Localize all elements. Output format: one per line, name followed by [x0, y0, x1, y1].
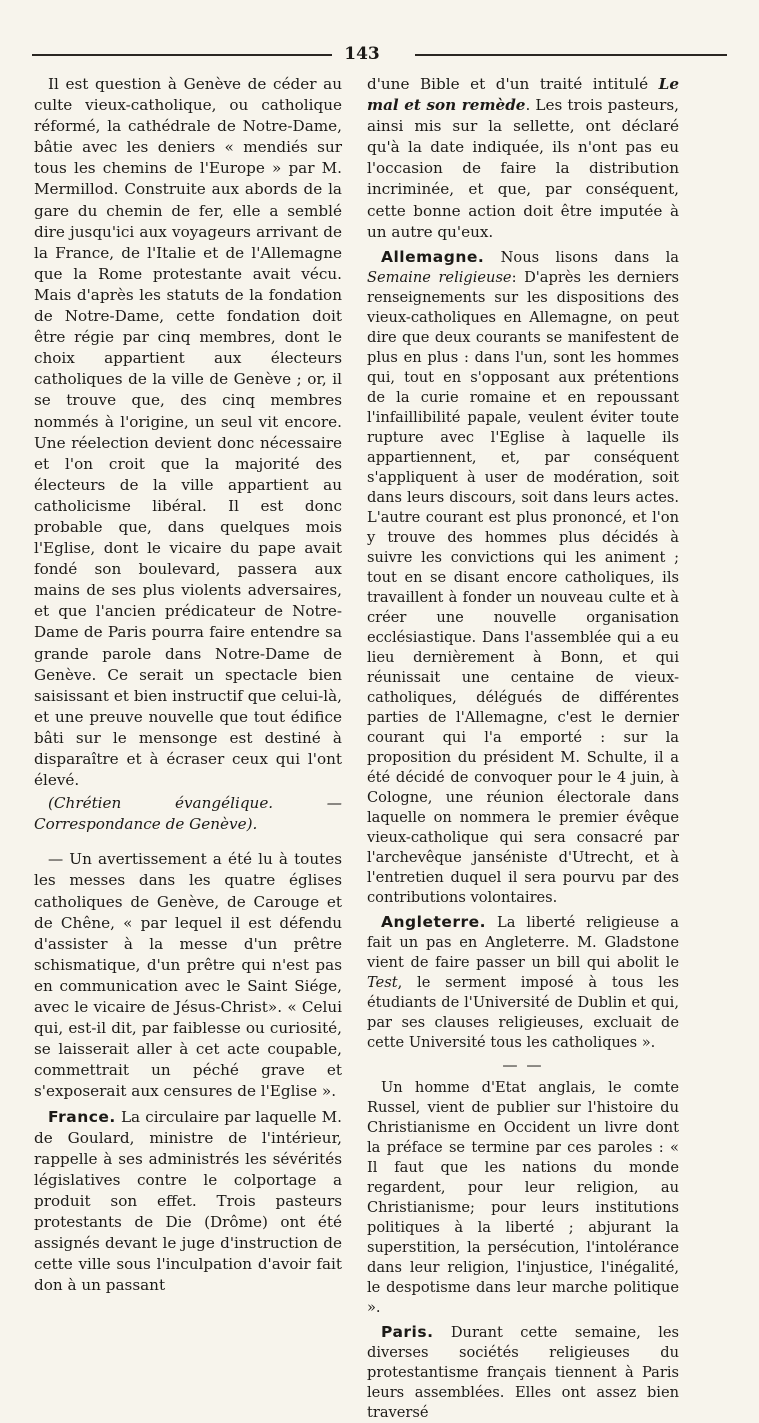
continuation-paragraph: [367, 74, 679, 243]
allemagne-heading: Allemagne.: [381, 247, 485, 266]
header-rule-left: [32, 54, 332, 56]
page-header: [32, 44, 727, 64]
continuation-text-b: . Les trois pasteurs, ainsi mis sur la sellette, ont déclaré qu'à la date indiquée, ils n'ont pas eu l'occasion de faire la distribution incriminée, et que, par conséquent, cette bonne action doit être imputée à un autre qu'eux.: [367, 96, 679, 241]
angleterre-text-b: , le serment imposé à tous les étudiants de l'Université de Dublin et qui, par ses clauses religieuses, excluait de cette Université tous les catholiques ».: [367, 973, 679, 1051]
journal-title: Semaine religieuse: [367, 268, 512, 286]
page-number: 143: [344, 44, 380, 64]
paris-paragraph: [367, 1322, 679, 1423]
source-citation: (Chrétien évangélique. — Correspondance de Genève).: [34, 794, 342, 834]
test-term: Test: [367, 973, 398, 991]
angleterre-paragraph: [367, 912, 679, 1053]
france-heading: France.: [48, 1107, 116, 1126]
allemagne-text-b: : D'après les derniers renseignements sur les dispositions des vieux-catholiques en Allemagne, on peut dire que deux courants se manifestent de plus en plus : dans l'un, sont les hommes qui, tout en s'opposant aux prétentions de la curie romaine et en repoussant l'infaillibilité papale, veulent éviter toute rupture avec l'Eglise à laquelle ils appartiennent, et, par conséquent s'appliquent à user de modération, soit dans leurs discours, soit dans leurs actes. L'autre courant est plus prononcé, et l'on y trouve des hommes plus décidés à suivre les convictions qui les animent ; tout en se disant encore catholiques, ils travaillent à fonder un nouveau culte et à créer une nouvelle organisation ecclésiastique. Dans l'assemblée qui a eu lieu dernièrement à Bonn, et qui réunissait une centaine de vieux-catholiques, délégués de différentes parties de l'Allemagne, c'est le dernier courant qui l'a emporté : sur la proposition du président M. Schulte, il a été décidé de convoquer pour le 4 juin, à Cologne, une réunion électorale dans laquelle on nommera le premier évêque vieux-catholique qui sera consacré par l'archevêque janséniste d'Utrecht, et à l'entretien duquel il sera pourvu par des contributions volontaires.: [367, 268, 679, 906]
allemagne-text-a: Nous lisons dans la: [484, 248, 679, 266]
angleterre-text-a: La liberté religieuse a fait un pas en Angleterre. M. Gladstone vient de faire passer un bill qui abolit le: [367, 913, 679, 971]
geneve-cathedrale-paragraph: Il est question à Genève de céder au culte vieux-catholique, ou catholique réformé, la cathédrale de Notre-Dame, bâtie avec les deniers « mendiés sur tous les chemins de l'Europe » par M. Mermillod. Construite aux abords de la gare du chemin de fer, elle a semblé dire jusqu'ici aux voyageurs arrivant de la France, de l'Italie et de l'Allemagne que la Rome protestante avait vécu. Mais d'après les statuts de la fondation de Notre-Dame, cette fondation doit être régie par cinq membres, dont le choix appartient aux électeurs catholiques de la ville de Genève ; or, il se trouve que, des cinq membres nommés à l'origine, un seul vit encore. Une réelection devient donc nécessaire et l'on croit que la majorité des électeurs de la ville appartient au catholicisme libéral. Il est donc probable que, dans quelques mois l'Eglise, dont le vicaire du pape avait fondé son boulevard, passera aux mains de ses plus violents adversaires, et que l'ancien prédicateur de Notre-Dame de Paris pourra faire entendre sa grande parole dans Notre-Dame de Genève. Ce serait un spectacle bien saisissant et bien instructif que celui-là, et une preuve nouvelle que tout édifice bâti sur le mensonge est destiné à disparaître et à écraser ceux qui l'ont élevé.: [34, 75, 342, 790]
continuation-text-a: d'une Bible et d'un traité intitulé: [367, 75, 659, 93]
paris-text: Durant cette semaine, les diverses sociétés religieuses du protestantisme français tiennent à Paris leurs assemblées. Elles ont assez bien traversé: [367, 1323, 679, 1421]
left-column: [34, 74, 342, 1296]
paris-heading: Paris.: [381, 1322, 434, 1341]
book-title: Le mal et son remède: [367, 75, 679, 115]
allemagne-paragraph: [367, 247, 679, 908]
france-paragraph: [34, 1107, 342, 1297]
angleterre-heading: Angleterre.: [381, 912, 487, 931]
header-rule-right: [415, 54, 727, 56]
france-text: La circulaire par laquelle M. de Goulard, ministre de l'intérieur, rappelle à ses administrés les sévérités législatives contre le colportage a produit son effet. Trois pasteurs protestants de Die (Drôme) ont été assignés devant le juge d'instruction de cette ville sous l'inculpation d'avoir fait don à un passant: [34, 1107, 342, 1295]
right-column: [367, 74, 679, 1423]
russel-paragraph: Un homme d'Etat anglais, le comte Russel, vient de publier sur l'histoire du Christianisme en Occident un livre dont la préface se termine par ces paroles : « Il faut que les nations du monde regardent, pour leur religion, au Christianisme; pour leurs institutions politiques à la liberté ; abjurant la superstition, la persécution, l'intolérance dans leur religion, l'injustice, l'inégalité, le despotisme dans leur marche politique ».: [367, 1078, 679, 1316]
section-separator: — —: [502, 1055, 544, 1074]
avertissement-paragraph: — Un avertissement a été lu à toutes les messes dans les quatre églises catholiques de Genève, de Carouge et de Chêne, « par lequel il est défendu d'assister à la messe d'un prêtre schismatique, d'un prêtre qui n'est pas en communication avec le Saint Siége, avec le vicaire de Jésus-Christ». « Celui qui, est-il dit, par faiblesse ou curiosité, se laisserait aller à cet acte coupable, commettrait un péché grave et s'exposerait aux censures de l'Eglise ».: [34, 850, 342, 1101]
